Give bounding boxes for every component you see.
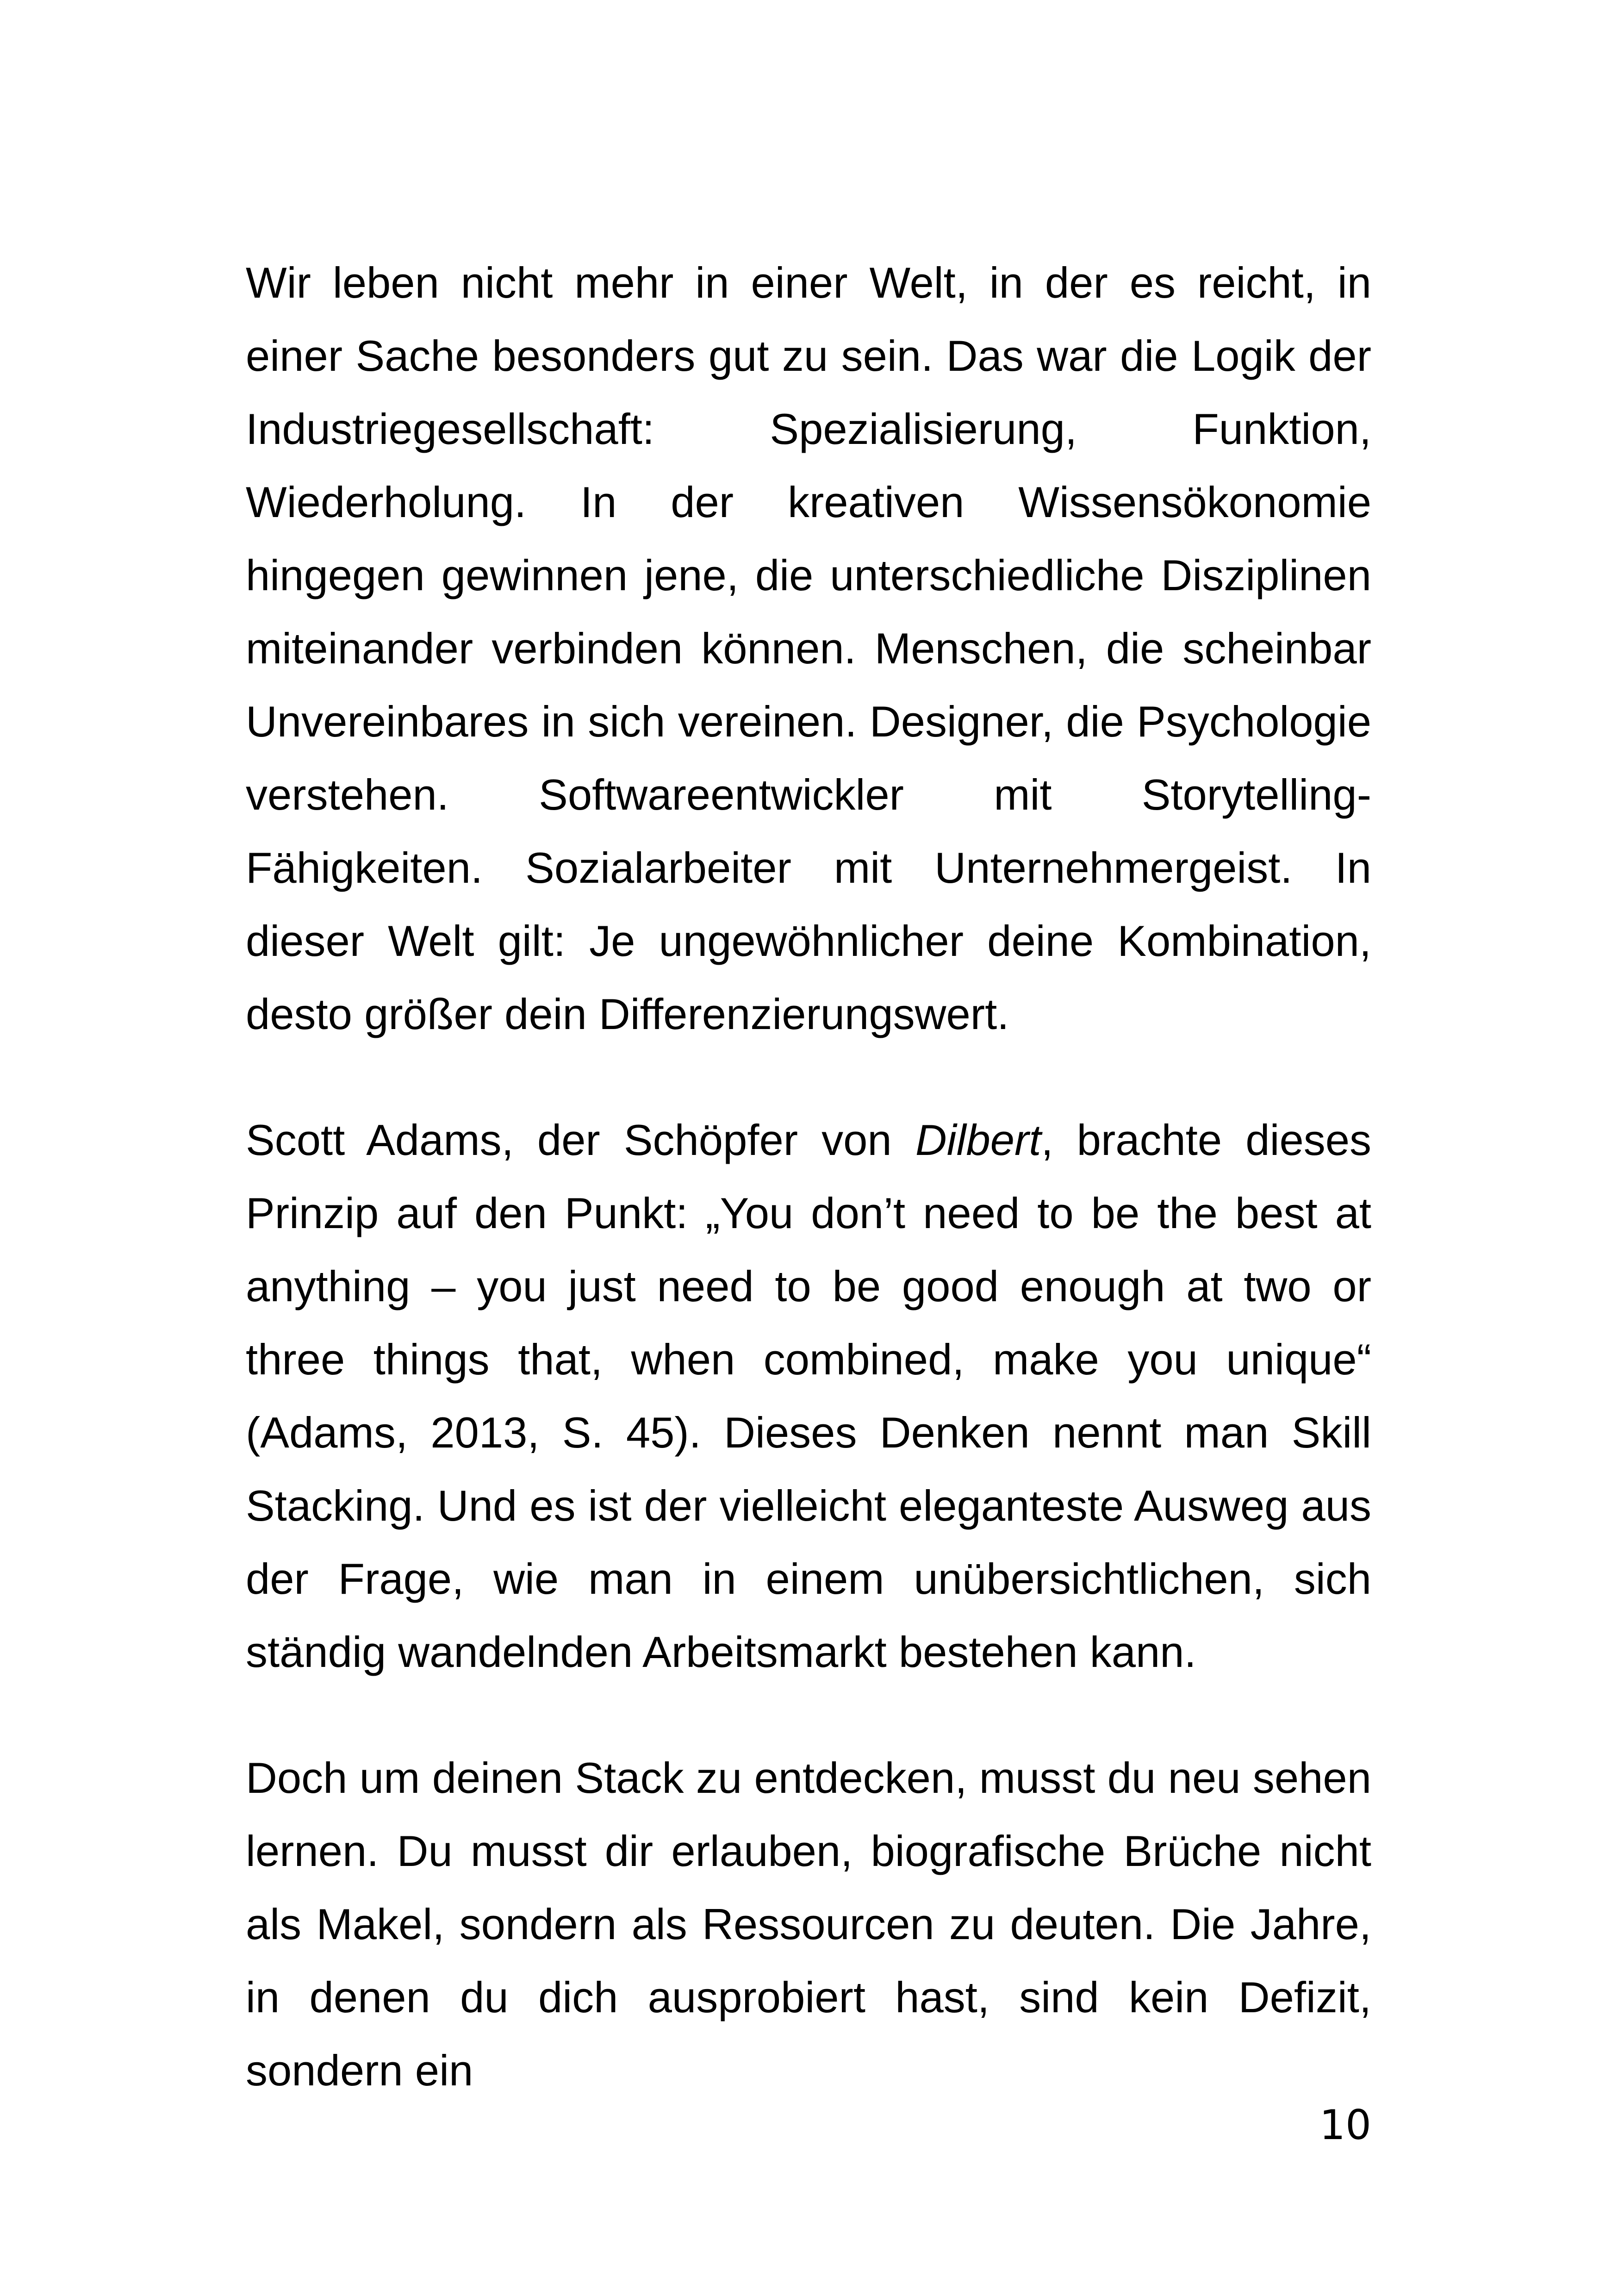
italic-title: Dilbert xyxy=(915,1116,1041,1164)
body-text xyxy=(246,246,1371,2107)
paragraph: Doch um deinen Stack zu entdecken, musst du neu sehen lernen. Du musst dir erlauben, biografische Brüche nicht als Makel, sondern als Ressourcen zu deuten. Die Jahre, in denen du dich ausprobiert hast, sind kein Defizit, sondern ein xyxy=(246,1753,1371,2095)
paragraph-text: Scott Adams, der Schöpfer von xyxy=(246,1116,915,1164)
paragraph-text: , brachte dieses Prinzip auf den Punkt: „You don’t need to be the best at anything – you just need to be good enough at two or three things that, when combined, make you unique“ (Adams, 2013, S. 45). Dieses Denken nennt man Skill Stacking. Und es ist der vielleicht eleganteste Ausweg aus der Frage, wie man in einem unübersichtlichen, sich ständig wandelnden Arbeitsmarkt bestehen kann. xyxy=(246,1116,1372,1676)
paragraph: Wir leben nicht mehr in einer Welt, in der es reicht, in einer Sache besonders gut zu sein. Das war die Logik der Industriegesellschaft: Spezialisierung, Funktion, Wiederholung. In der kreativen Wissensökonomie hingegen gewinnen jene, die unterschiedliche Disziplinen miteinander verbinden können. Menschen, die scheinbar Unvereinbares in sich vereinen. Designer, die Psychologie verstehen. Softwareentwickler mit Storytelling-Fähigkeiten. Sozialarbeiter mit Unternehmergeist. In dieser Welt gilt: Je ungewöhnlicher deine Kombination, desto größer dein Differenzierungswert. xyxy=(246,258,1371,1038)
page-number: 10 xyxy=(1319,2101,1371,2149)
paragraph xyxy=(246,1104,1371,1689)
